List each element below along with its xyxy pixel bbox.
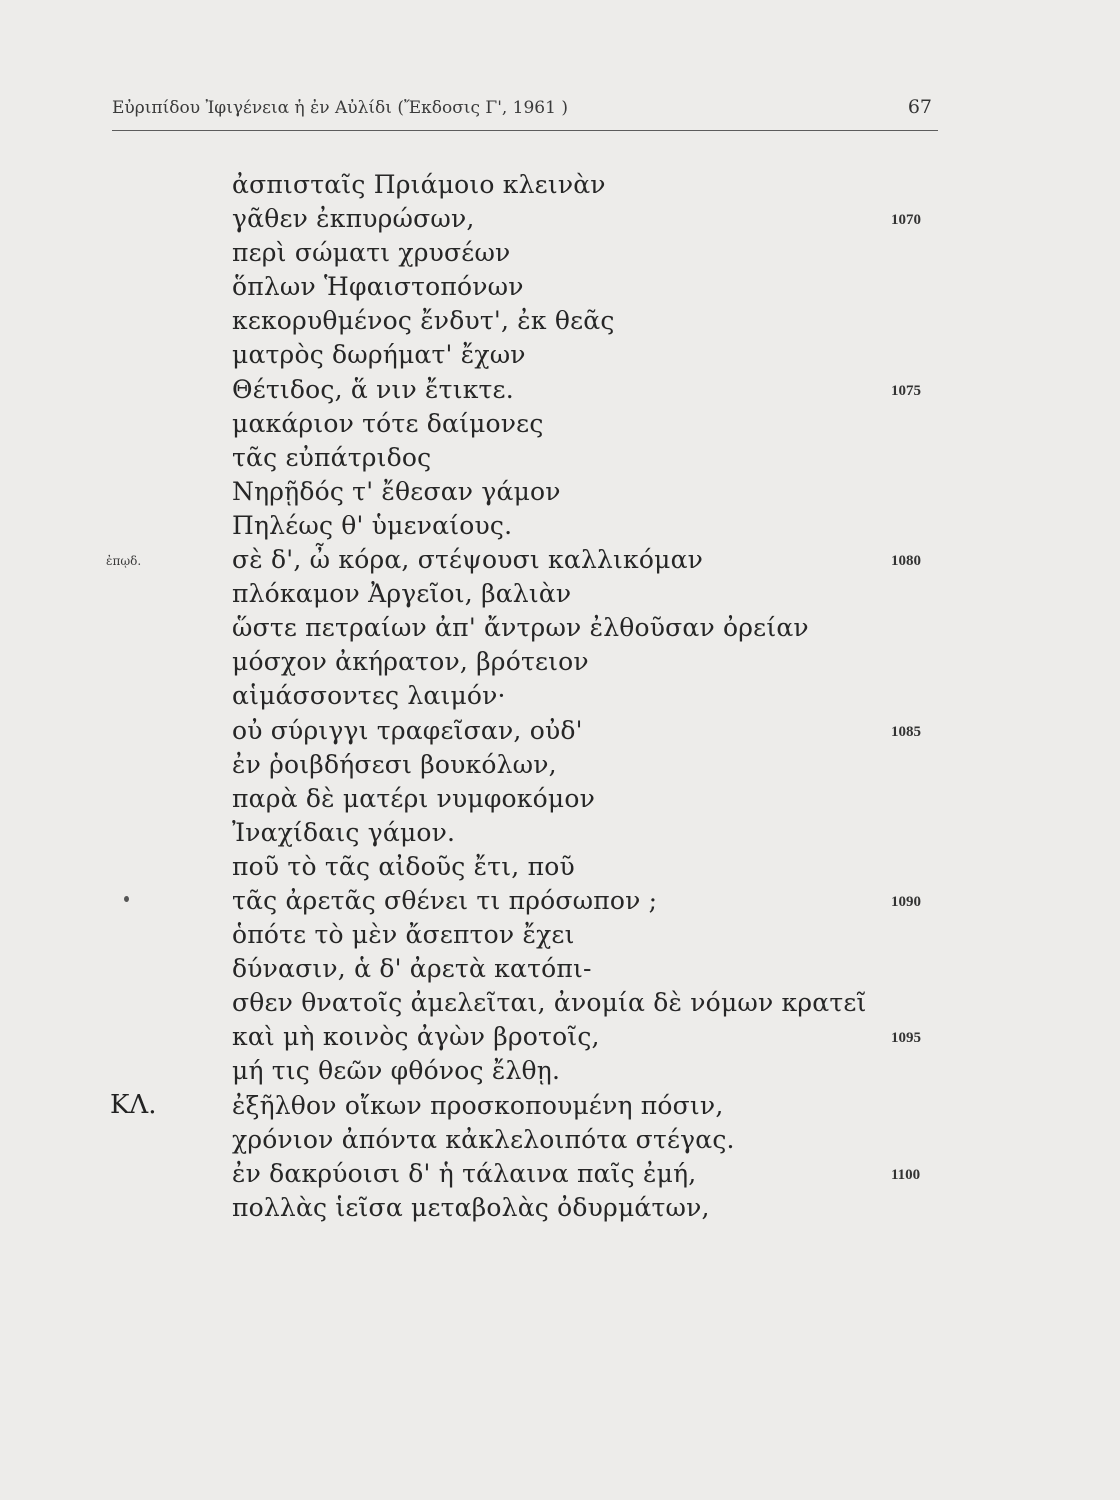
verse-line <box>0 918 1120 952</box>
ink-speck <box>124 896 129 902</box>
verse-block <box>0 168 1120 1225</box>
verse-text: Πηλέως θ' ὑμεναίους. <box>232 510 513 540</box>
verse-text: καὶ μὴ κοινὸς ἀγὼν βροτοῖς, <box>232 1022 600 1052</box>
line-number: 1070 <box>891 212 921 229</box>
verse-line <box>0 1157 1120 1191</box>
verse-text: κεκορυθμένος ἔνδυτ', ἐκ θεᾶς <box>232 306 615 336</box>
verse-text: μή τις θεῶν φθόνος ἔλθῃ. <box>232 1056 561 1086</box>
verse-line <box>0 986 1120 1020</box>
verse-line <box>0 543 1120 577</box>
margin-note: ἐπῳδ. <box>106 554 142 569</box>
verse-text: ἐν ῥοιβδήσεσι βουκόλων, <box>232 749 557 779</box>
verse-text: χρόνιον ἀπόντα κἀκλελοιπότα στέγας. <box>232 1124 735 1154</box>
verse-line <box>0 577 1120 611</box>
verse-line <box>0 373 1120 407</box>
verse-line <box>0 441 1120 475</box>
line-number: 1085 <box>891 723 921 740</box>
verse-text: ματρὸς δωρήματ' ἔχων <box>232 340 526 370</box>
verse-text: ὁπότε τὸ μὲν ἄσεπτον ἔχει <box>232 920 575 950</box>
verse-line <box>0 884 1120 918</box>
verse-line <box>0 1020 1120 1054</box>
verse-text: Ἰναχίδαις γάμον. <box>232 817 456 847</box>
verse-line <box>0 850 1120 884</box>
verse-line <box>0 714 1120 748</box>
verse-text: ἀσπισταῖς Πριάμοιο κλεινὰν <box>232 170 606 199</box>
verse-text: Θέτιδος, ἅ νιν ἔτικτε. <box>232 374 514 404</box>
verse-line <box>0 236 1120 270</box>
line-number: 1095 <box>891 1030 921 1047</box>
verse-line <box>0 611 1120 645</box>
verse-text: πλόκαμον Ἀργεῖοι, βαλιὰν <box>232 579 572 609</box>
verse-text: σὲ δ', ὦ κόρα, στέψουσι καλλικόμαν <box>232 545 704 575</box>
verse-line <box>0 168 1120 202</box>
verse-text: τᾶς εὐπάτριδος <box>232 442 432 472</box>
verse-line <box>0 338 1120 372</box>
speaker-label: ΚΛ. <box>110 1089 157 1120</box>
line-number: 1090 <box>891 893 921 910</box>
verse-line <box>0 782 1120 816</box>
verse-line <box>0 1089 1120 1123</box>
verse-line <box>0 407 1120 441</box>
page-number: 67 <box>907 96 932 118</box>
verse-text: Νηρῇδός τ' ἔθεσαν γάμον <box>232 476 561 506</box>
header-title: Εὐριπίδου Ἰφιγένεια ἡ ἐν Αὐλίδι (Ἔκδοσις Γ', 1961 ) <box>112 98 568 118</box>
line-number: 1100 <box>891 1166 921 1183</box>
verse-line <box>0 952 1120 986</box>
verse-line <box>0 202 1120 236</box>
verse-line <box>0 270 1120 304</box>
verse-text: περὶ σώματι χρυσέων <box>232 238 511 268</box>
verse-text: ὥστε πετραίων ἀπ' ἄντρων ἐλθοῦσαν ὀρείαν <box>232 613 809 643</box>
verse-line <box>0 748 1120 782</box>
verse-text: μακάριον τότε δαίμονες <box>232 408 544 438</box>
verse-text: ὅπλων Ἡφαιστοπόνων <box>232 272 524 302</box>
verse-text: ποῦ τὸ τᾶς αἰδοῦς ἔτι, ποῦ <box>232 851 575 881</box>
line-number: 1075 <box>891 382 921 399</box>
verse-text: τᾶς ἀρετᾶς σθένει τι πρόσωπον ; <box>232 885 658 915</box>
verse-line <box>0 1191 1120 1225</box>
verse-text: δύνασιν, ἁ δ' ἀρετὰ κατόπι- <box>232 954 592 984</box>
running-header <box>112 96 938 131</box>
verse-line <box>0 645 1120 679</box>
verse-line <box>0 1123 1120 1157</box>
verse-line <box>0 679 1120 713</box>
verse-line <box>0 304 1120 338</box>
line-number: 1080 <box>891 553 921 570</box>
verse-text: παρὰ δὲ ματέρι νυμφοκόμον <box>232 783 595 813</box>
verse-line <box>0 509 1120 543</box>
verse-line <box>0 475 1120 509</box>
verse-line <box>0 816 1120 850</box>
verse-text: γᾶθεν ἐκπυρώσων, <box>232 204 475 234</box>
verse-text: σθεν θνατοῖς ἀμελεῖται, ἀνομία δὲ νόμων κρατεῖ <box>232 988 867 1018</box>
verse-text: οὐ σύριγγι τραφεῖσαν, οὐδ' <box>232 715 583 745</box>
verse-text: μόσχον ἀκήρατον, βρότειον <box>232 647 589 677</box>
verse-text: ἐξῆλθον οἴκων προσκοπουμένη πόσιν, <box>232 1090 724 1120</box>
verse-line <box>0 1054 1120 1088</box>
verse-text: ἐν δακρύοισι δ' ἡ τάλαινα παῖς ἐμή, <box>232 1158 697 1188</box>
verse-text: αἱμάσσοντες λαιμόν· <box>232 681 506 711</box>
verse-text: πολλὰς ἱεῖσα μεταβολὰς ὀδυρμάτων, <box>232 1192 710 1222</box>
